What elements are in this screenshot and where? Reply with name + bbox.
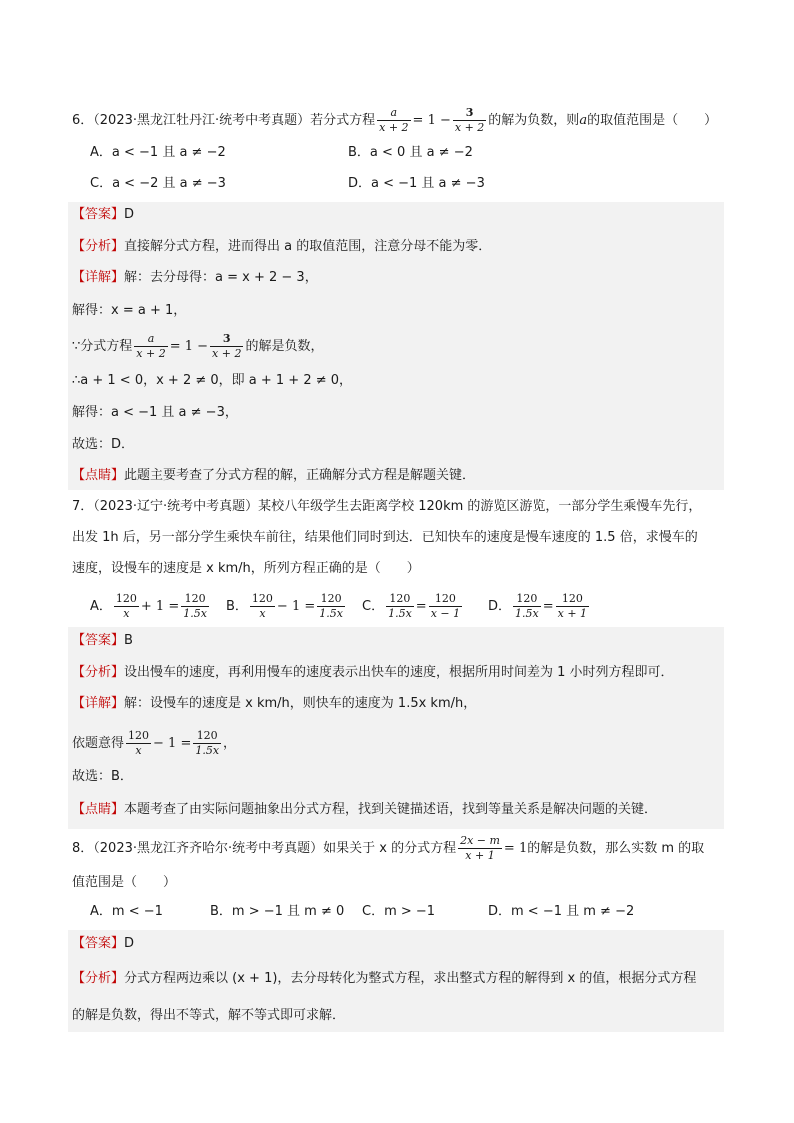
option-b: B．a < 0 且 a ≠ −2 xyxy=(348,145,473,160)
option-c: C． $\frac{120}{1.5x}$ = $\frac{120}{x - 1}$ xyxy=(362,592,461,620)
analysis-line: 【分析】分式方程两边乘以 (x + 1)，去分母转化为整式方程，求出整式方程的解得到 x 的值，根据分式方程 xyxy=(72,971,697,986)
detail-line: 故选：B． xyxy=(72,769,133,784)
option-d: D． $\frac{120}{1.5x}$ = $\frac{120}{x + 1}$ xyxy=(488,592,588,620)
comment-line: 【点睛】本题考查了由实际问题抽象出分式方程，找到关键描述语，找到等量关系是解决问题的关键． xyxy=(72,802,658,817)
option-d: D．m < −1 且 m ≠ −2 xyxy=(488,904,635,919)
detail-line: 故选：D． xyxy=(72,437,135,452)
comment-line: 【点睛】此题主要考查了分式方程的解，正确解分式方程是解题关键． xyxy=(72,468,476,483)
option-d: D．a < −1 且 a ≠ −3 xyxy=(348,176,485,191)
detail-line: 解得：a < −1 且 a ≠ −3， xyxy=(72,405,238,420)
detail-line: 解得：x = a + 1， xyxy=(72,303,187,318)
question-7-stem: 出发 1h 后，另一部分学生乘快车前往，结果他们同时到达．已知快车的速度是慢车速度的 1.5 倍，求慢车的 xyxy=(72,530,698,545)
option-c: C．m > −1 xyxy=(362,904,436,919)
question-8-stem: 8．（2023·黑龙江齐齐哈尔·统考中考真题）如果关于 x 的分式方程 $\frac{2x - m}{x + 1}$ = 1的解是负数，那么实数 m 的取 xyxy=(72,834,705,862)
answer-line: 【答案】D xyxy=(72,936,135,951)
fraction: $\frac{3}{x + 2}$ xyxy=(454,106,485,134)
option-b: B． $\frac{120}{x}$ − 1 = $\frac{120}{1.5x}$ xyxy=(226,592,343,620)
option-b: B．m > −1 且 m ≠ 0 xyxy=(210,904,345,919)
question-6-stem: 6．（2023·黑龙江牡丹江·统考中考真题）若分式方程 $\frac{a}{x + 2}$ = 1 − $\frac{3}{x + 2}$ 的解为负数，则a的取值范围是（ ） xyxy=(72,106,718,134)
answer-line: 【答案】D xyxy=(72,207,135,222)
option-c: C．a < −2 且 a ≠ −3 xyxy=(90,176,226,191)
fraction: $\frac{a}{x + 2}$ xyxy=(136,332,166,360)
solution-box-7 xyxy=(68,627,724,829)
question-7-stem: 速度，设慢车的速度是 x km/h，所列方程正确的是（ ） xyxy=(72,561,420,576)
fraction: $\frac{a}{x + 2}$ xyxy=(379,106,409,134)
detail-line: 依题意得 $\frac{120}{x}$ − 1 = $\frac{120}{1.5x}$ ， xyxy=(72,729,237,757)
fraction: $\frac{3}{x + 2}$ xyxy=(212,332,242,360)
analysis-line: 【分析】设出慢车的速度，再利用慢车的速度表示出快车的速度，根据所用时间差为 1 小时列方程即可． xyxy=(72,665,674,680)
question-6-text: 6．（2023·黑龙江牡丹江·统考中考真题）若分式方程 xyxy=(72,113,376,128)
detail-line: 【详解】解：设慢车的速度是 x km/h，则快车的速度为 1.5x km/h， xyxy=(72,696,477,711)
question-7-stem: 7．（2023·辽宁·统考中考真题）某校八年级学生去距离学校 120km 的游览区游览，一部分学生乘慢车先行， xyxy=(72,499,702,514)
analysis-line: 【分析】直接解分式方程，进而得出 a 的取值范围，注意分母不能为零． xyxy=(72,239,492,254)
detail-line: ∴a + 1 < 0，x + 2 ≠ 0，即 a + 1 + 2 ≠ 0， xyxy=(72,373,353,388)
detail-line: 【详解】解：去分母得：a = x + 2 − 3， xyxy=(72,270,318,285)
answer-line: 【答案】B xyxy=(72,633,133,648)
analysis-line: 的解是负数，得出不等式，解不等式即可求解． xyxy=(72,1008,346,1023)
question-8-stem: 值范围是（ ） xyxy=(72,875,177,890)
option-a: A．m < −1 xyxy=(90,904,163,919)
option-a: A． $\frac{120}{x}$ + 1 = $\frac{120}{1.5x}$ xyxy=(90,592,207,620)
detail-line: ∵分式方程 $\frac{a}{x + 2}$ = 1 − $\frac{3}{x + 2}$ 的解是负数， xyxy=(72,332,324,360)
option-a: A．a < −1 且 a ≠ −2 xyxy=(90,145,226,160)
